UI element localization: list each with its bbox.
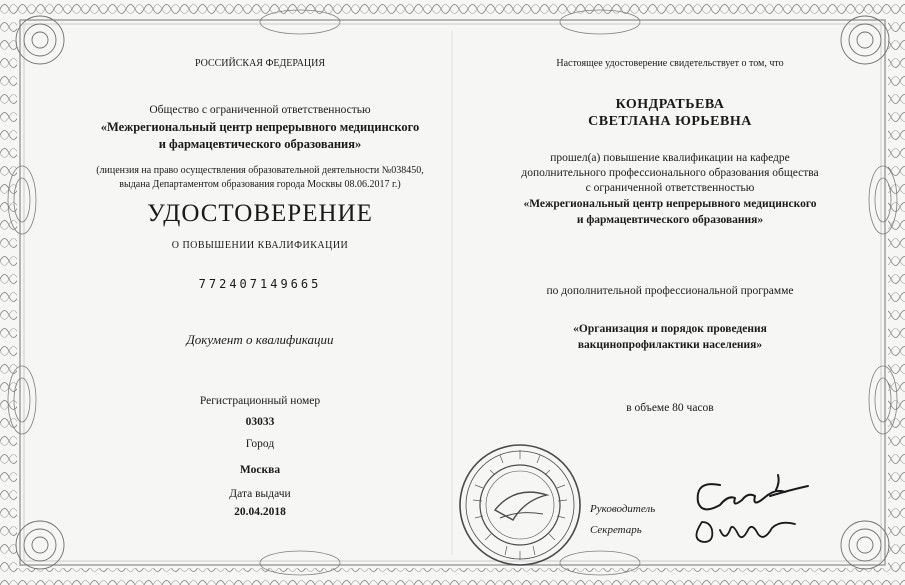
license-line2: выдана Департаментом образования города Москвы 08.06.2017 г.): [119, 179, 401, 190]
issue-date: 20.04.2018: [234, 506, 286, 518]
org-name-line1: «Межрегиональный центр непрерывного медицинского: [100, 120, 420, 134]
org-line1: «Межрегиональный центр непрерывного медицинского: [523, 198, 817, 210]
passed-line1: прошел(а) повышение квалификации на кафедре: [550, 152, 790, 164]
document-type: Документ о квалификации: [186, 332, 334, 347]
program-line1: «Организация и порядок проведения: [573, 323, 767, 335]
head-label: Руководитель: [590, 503, 656, 515]
signature-head: [680, 460, 820, 570]
passed-line3: с ограниченной ответственностью: [585, 182, 755, 194]
intro-text: Настоящее удостоверение свидетельствует о том, что: [556, 58, 784, 69]
city-label: Город: [245, 438, 275, 450]
secretary-label: Секретарь: [590, 524, 642, 536]
org-line2: и фармацевтического образования»: [576, 214, 764, 226]
recipient-surname: КОНДРАТЬЕВА: [615, 97, 725, 112]
org-name-line2: и фармацевтического образования»: [158, 137, 362, 151]
program-line2: вакцинопрофилактики населения»: [577, 339, 763, 351]
city-value: Москва: [239, 464, 281, 476]
country-name: РОССИЙСКАЯ ФЕДЕРАЦИЯ: [194, 58, 326, 69]
registration-label: Регистрационный номер: [199, 395, 321, 407]
hours-volume: в объеме 80 часов: [626, 402, 714, 414]
organization-stamp: [455, 440, 585, 570]
serial-number: 772407149665: [198, 277, 322, 291]
left-page: [40, 0, 480, 585]
certificate-subtitle: О ПОВЫШЕНИИ КВАЛИФИКАЦИИ: [171, 240, 349, 251]
registration-number: 03033: [245, 416, 275, 428]
passed-line2: дополнительного профессионального образования общества: [521, 167, 819, 179]
license-line1: (лицензия на право осуществления образовательной деятельности №038450,: [96, 165, 424, 176]
org-type: Общество с ограниченной ответственностью: [149, 104, 371, 116]
program-intro: по дополнительной профессиональной программе: [546, 285, 794, 297]
certificate-title: УДОСТОВЕРЕНИЕ: [147, 200, 373, 227]
recipient-given-names: СВЕТЛАНА ЮРЬЕВНА: [588, 114, 752, 129]
date-label: Дата выдачи: [229, 488, 291, 500]
